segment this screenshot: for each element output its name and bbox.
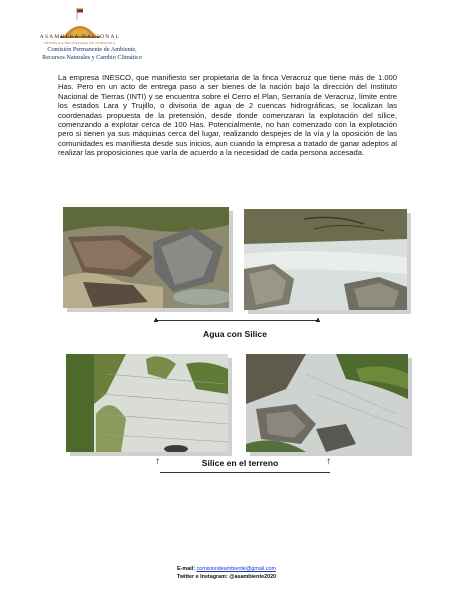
arrow-up-right-icon: ↑ [326, 456, 331, 467]
org-subtitle: REPÚBLICA BOLIVARIANA DE VENEZUELA [44, 41, 116, 45]
arrow-line [156, 320, 318, 321]
footer-email-link[interactable]: comisiondeambiente@gmail.com [196, 566, 276, 572]
commission-name [22, 46, 162, 62]
body-paragraph: La empresa INESCO, que manifiesto ser propietaria de la finca Veracruz que tiene más de 1.000 Has. Pero en un acto de entrega paso a ser bienes de la nación bajo la dirección del Instituto Nacional de Tierras (INTI) y se encuentra sobre el Cerro el Plan, Serranía de Veracruz, límite entre los estados Lara y Trujillo, o divisoria de agua de 2 cuencas hidrográficas, se localizan las coordenadas propuesta de la pretensión, desde donde comenzaran la explotación del sílice, comenzando a explotar cerca de 100 Has. Potencialmente, no han comenzado con la explotación pero si tienen ya sus máquinas cerca del lugar, realizando despejes de la vía y la oposición de las comunidades es manifiesta desde sus inicios, aun cuando la empresa a tratado de ganar adeptos al realizar las proposiciones que varía de acuerdo a la necesidad de cada persona accesada. [58, 73, 397, 158]
arrow-line [160, 472, 330, 473]
footer-social-label: Twitter e Instagram: [176, 574, 228, 580]
footer-social-line [0, 574, 453, 580]
arrowhead-left-icon: ▲ [152, 315, 160, 324]
photo-silica-terrain-1 [66, 354, 228, 452]
arrowhead-right-icon: ▲ [314, 315, 322, 324]
photo-rocks-stream [63, 207, 229, 308]
arrow-up-left-icon: ↑ [155, 456, 160, 467]
caption-water-silica: Agua con Silice [203, 329, 267, 339]
caption-silica-terrain: Silice en el terreno [201, 458, 279, 468]
footer-email-line [0, 566, 453, 572]
commission-line-1: Comisión Permanente de Ambiente, [47, 46, 137, 53]
commission-line-2: Recursos Naturales y Cambio Climático [42, 54, 142, 61]
footer-social-handle: @asambiente2020 [229, 574, 277, 580]
assembly-logo [50, 6, 110, 46]
photo-silica-water [244, 209, 407, 310]
photo-silica-terrain-2 [246, 354, 408, 452]
footer-email-label: E-mail: [177, 566, 195, 572]
org-name: ASAMBLEA NACIONAL [39, 34, 121, 40]
